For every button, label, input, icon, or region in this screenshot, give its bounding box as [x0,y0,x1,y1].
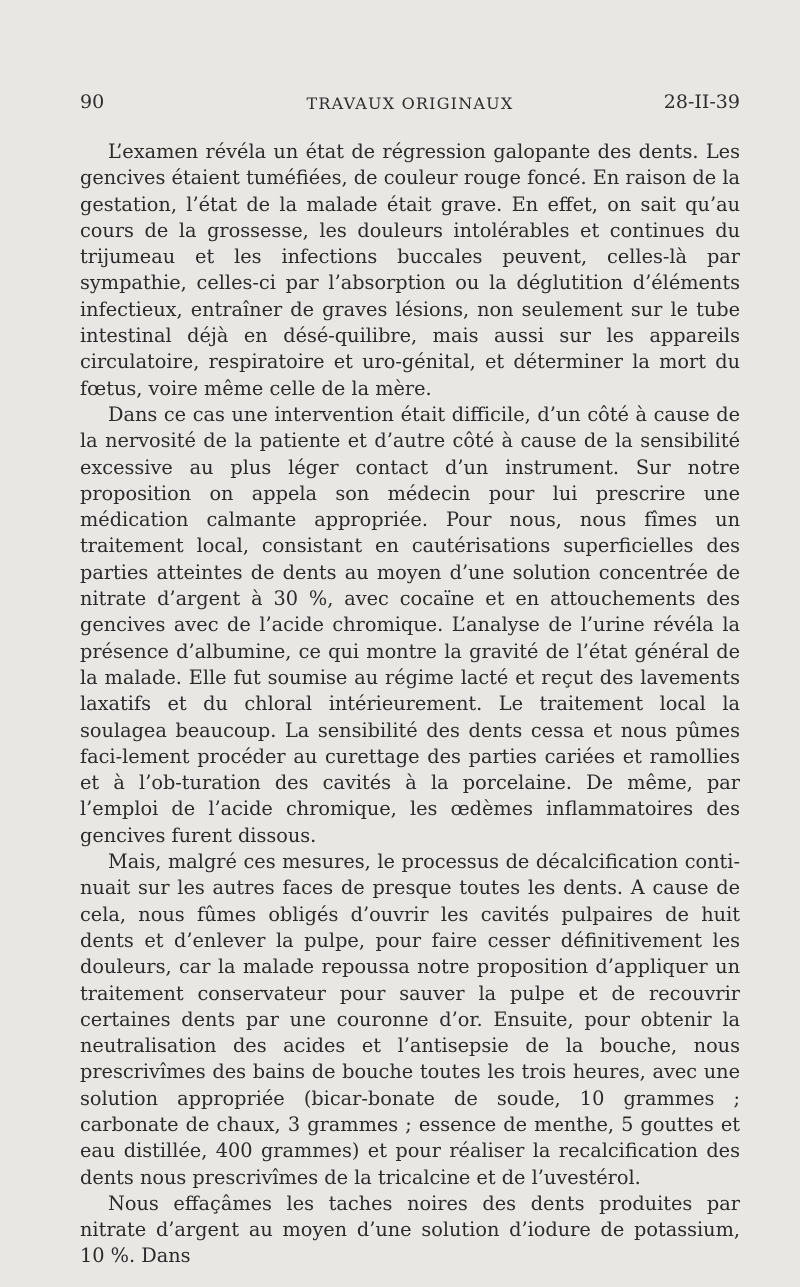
paragraph: Mais, malgré ces mesures, le processus de décalcification conti-nuait sur les autres faces de presque toutes les dents. A cause de cela, nous fûmes obligés d’ouvrir les cavités pulpaires de huit dents et d’enlever la pulpe, pour faire cesser définitivement les douleurs, car la malade repoussa notre proposition d’appliquer un traitement conservateur pour sauver la pulpe et de recouvrir certaines dents par une couronne d’or. Ensuite, pour obtenir la neutralisation des acides et l’antisepsie de la bouche, nous prescrivîmes des bains de bouche toutes les trois heures, avec une solution appropriée (bicar-bonate de soude, 10 grammes ; carbonate de chaux, 3 grammes ; essence de menthe, 5 gouttes et eau distillée, 400 grammes) et pour réaliser la recalcification des dents nous prescrivîmes de la tricalcine et de l’uvestérol. [80,850,740,1189]
running-head [80,91,740,121]
running-title: TRAVAUX ORIGINAUX [306,94,514,113]
paragraph: L’examen révéla un état de régression galopante des dents. Les gencives étaient tuméfiées, de couleur rouge foncé. En raison de la gestation, l’état de la malade était grave. En effet, on sait qu’au cours de la grossesse, les douleurs intolérables et continues du trijumeau et les infections buccales peuvent, celles-là par sympathie, celles-ci par l’absorption ou la déglutition d’éléments infectieux, entraîner de graves lésions, non seulement sur le tube intestinal déjà en désé-quilibre, mais aussi sur les appareils circulatoire, respiratoire et uro-génital, et déterminer la mort du fœtus, voire même celle de la mère. [80,140,740,400]
header-date: 28-II-39 [663,91,740,113]
body-text [80,139,740,1270]
page-number: 90 [80,91,105,113]
paragraph: Nous effaçâmes les taches noires des dents produites par nitrate d’argent au moyen d’une solution d’iodure de potassium, 10 %. Dans [80,1191,740,1268]
paragraph: Dans ce cas une intervention était difficile, d’un côté à cause de la nervosité de la patiente et d’autre côté à cause de la sensibilité excessive au plus léger contact d’un instrument. Sur notre proposition on appela son médecin pour lui prescrire une médication calmante appropriée. Pour nous, nous fîmes un traitement local, consistant en cautérisations superficielles des parties atteintes de dents au moyen d’une solution concentrée de nitrate d’argent à 30 %, avec cocaïne et en attouchements des gencives avec de l’acide chromique. L’analyse de l’urine révéla la présence d’albumine, ce qui montre la gravité de l’état général de la malade. Elle fut soumise au régime lacté et reçut des lavements laxatifs et du chloral intérieurement. Le traitement local la soulagea beaucoup. La sensibilité des dents cessa et nous pûmes faci-lement procéder au curettage des parties cariées et ramollies et à l’ob-turation des cavités à la porcelaine. De même, par l’emploi de l’acide chromique, les œdèmes inflammatoires des gencives furent dissous. [80,402,740,847]
